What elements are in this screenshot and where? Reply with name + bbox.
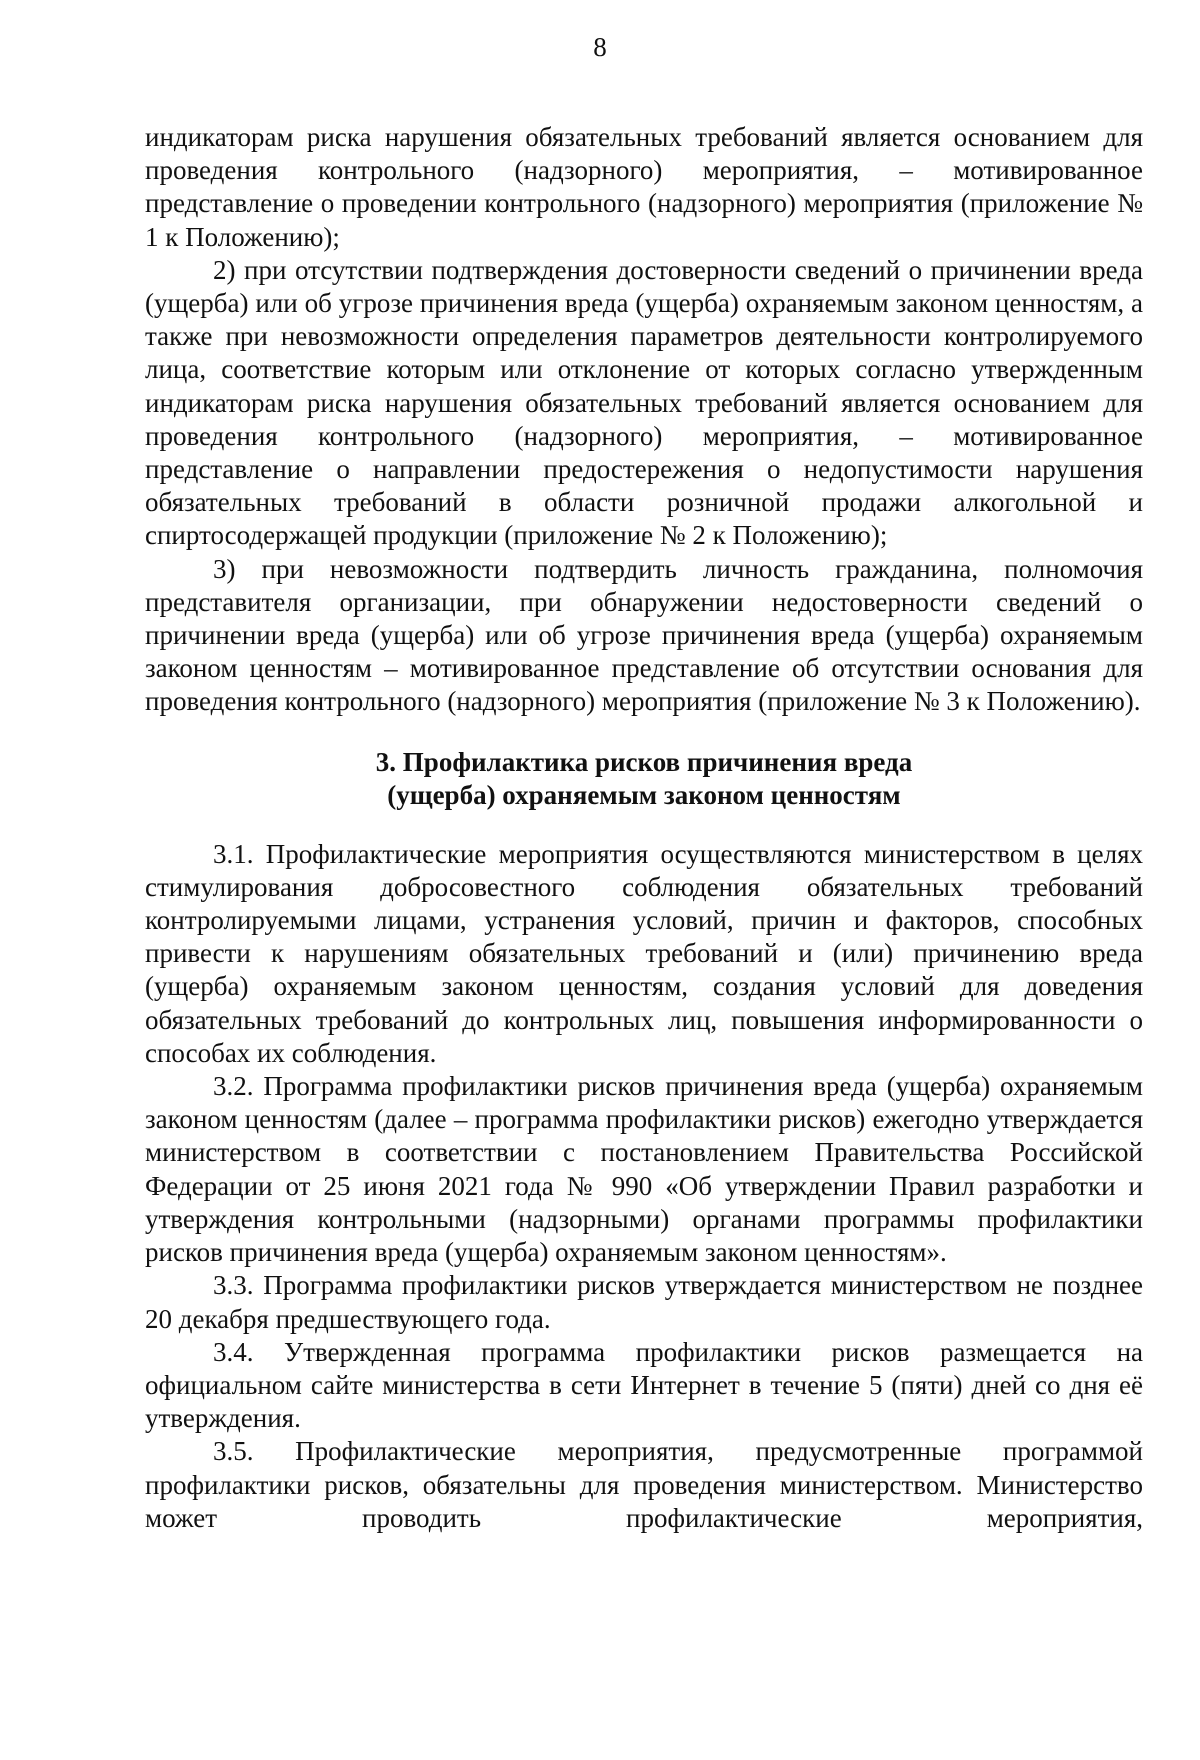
paragraph-3-5: 3.5. Профилактические мероприятия, предусмотренные программой профилактики рисков, обязательны для проведения министерством. Министерство может проводить профилактические мероприятия, — [145, 1436, 1143, 1533]
paragraph-3-4: 3.4. Утвержденная программа профилактики рисков размещается на официальном сайте министерства в сети Интернет в течение 5 (пяти) дней со дня её утверждения. — [145, 1336, 1143, 1434]
page-number: 8 — [593, 32, 607, 62]
section-heading-line-1: 3. Профилактика рисков причинения вреда — [375, 746, 913, 777]
paragraph-3-1: 3.1. Профилактические мероприятия осуществляются министерством в целях стимулирования добросовестного соблюдения обязательных требований контролируемыми лицами, устранения условий, причин и факторов, способных привести к нарушениям обязательных требований и (или) причинению вреда (ущерба) охраняемым законом ценностям, создания условий для доведения обязательных требований до контрольных лиц, повышения информированности о способах их соблюдения. — [145, 838, 1143, 1068]
paragraph-3-3: 3.3. Программа профилактики рисков утверждается министерством не позднее 20 декабря предшествующего года. — [145, 1270, 1143, 1334]
document-body — [145, 121, 1143, 1535]
paragraph-continuation: индикаторам риска нарушения обязательных требований является основанием для проведения контрольного (надзорного) мероприятия, – мотивированное представление о проведении контрольного (надзорного) мероприятия (приложение № 1 к Положению); — [145, 122, 1143, 252]
paragraph-item-2: 2) при отсутствии подтверждения достоверности сведений о причинении вреда (ущерба) или об угрозе причинения вреда (ущерба) охраняемым законом ценностям, а также при невозможности определения параметров деятельности контролируемого лица, соответствие которым или отклонение от которых согласно утвержденным индикаторам риска нарушения обязательных требований является основанием для проведения контрольного (надзорного) мероприятия, – мотивированное представление о направлении предостережения о недопустимости нарушения обязательных требований в области розничной продажи алкогольной и спиртосодержащей продукции (приложение № 2 к Положению); — [145, 254, 1143, 551]
paragraph-3-2: 3.2. Программа профилактики рисков причинения вреда (ущерба) охраняемым законом ценностям (далее – программа профилактики рисков) ежегодно утверждается министерством в соответствии с постановлением Правительства Российской Федерации от 25 июня 2021 года № 990 «Об утверждении Правил разработки и утверждения контрольными (надзорными) органами программы профилактики рисков причинения вреда (ущерба) охраняемым законом ценностям». — [145, 1071, 1143, 1268]
section-heading-line-2: (ущерба) охраняемым законом ценностям — [387, 779, 901, 810]
paragraph-item-3: 3) при невозможности подтвердить личность гражданина, полномочия представителя организации, при обнаружении недостоверности сведений о причинении вреда (ущерба) или об угрозе причинения вреда (ущерба) охраняемым законом ценностям – мотивированное представление об отсутствии основания для проведения контрольного (надзорного) мероприятия (приложение № 3 к Положению). — [145, 553, 1143, 717]
section-heading — [145, 746, 1143, 812]
